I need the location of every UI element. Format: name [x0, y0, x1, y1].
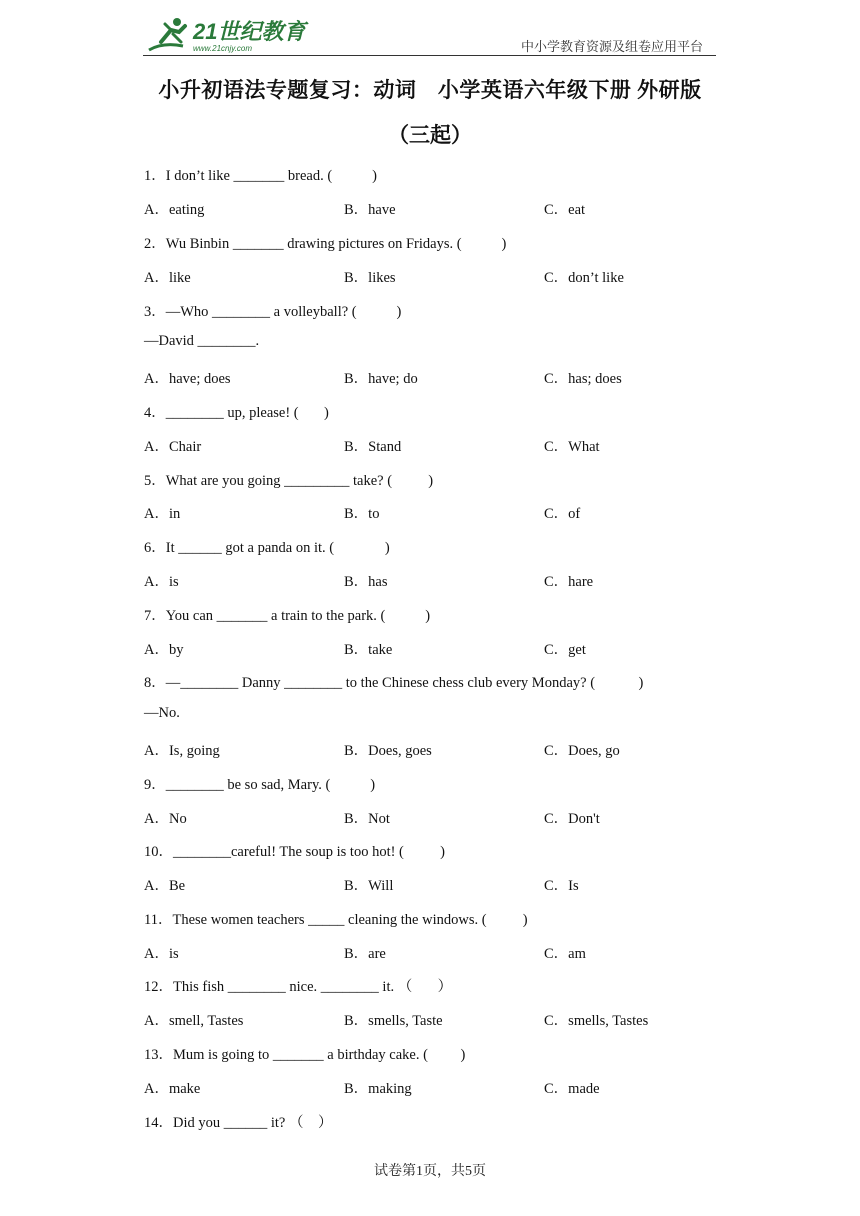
question-3: 3．—Who ________ a volleyball? ( ) [144, 304, 402, 320]
q5-option-b: B．to [344, 506, 380, 522]
q9-option-a: A．No [144, 811, 187, 827]
question-2: 2．Wu Binbin _______ drawing pictures on Fridays. ( ) [144, 236, 507, 252]
header-platform-text: 中小学教育资源及组卷应用平台 [520, 39, 703, 54]
q1-option-c: C．eat [544, 202, 586, 218]
q6-option-b: B．has [344, 574, 388, 590]
question-9: 9．________ be so sad, Mary. ( ) [144, 777, 376, 793]
q2-option-a: A．like [144, 270, 191, 286]
q5-option-c: C．of [544, 506, 581, 522]
question-14: 14．Did you ______ it? （ ） [144, 1115, 333, 1131]
q10-option-a: A．Be [144, 878, 186, 894]
q6-option-c: C．hare [544, 574, 594, 590]
q1-option-a: A．eating [144, 202, 205, 218]
q8-option-c: C．Does, go [544, 743, 620, 759]
q3-option-c: C．has; does [544, 371, 622, 387]
q13-option-a: A．make [144, 1081, 201, 1097]
q7-option-b: B．take [344, 642, 393, 658]
logo-url-text: www.21cnjy.com [193, 44, 252, 53]
q10-option-b: B．Will [344, 878, 394, 894]
question-10: 10．________careful! The soup is too hot! ( ) [144, 844, 445, 860]
q6-option-a: A．is [144, 574, 179, 590]
logo-text: 21世纪教育 [193, 19, 306, 44]
q4-option-a: A．Chair [144, 439, 202, 455]
q8-option-b: B．Does, goes [344, 743, 432, 759]
header-divider [143, 55, 716, 56]
question-12: 12．This fish ________ nice. ________ it. （ ） [144, 979, 453, 995]
q11-option-a: A．is [144, 946, 179, 962]
q2-option-c: C．don’t like [544, 270, 624, 286]
q10-option-c: C．Is [544, 878, 579, 894]
question-8: 8．—________ Danny ________ to the Chinese chess club every Monday? ( ) [144, 675, 644, 691]
q4-option-c: C．What [544, 439, 600, 455]
q9-option-c: C．Don't [544, 811, 600, 827]
q9-option-b: B．Not [344, 811, 390, 827]
question-13: 13．Mum is going to _______ a birthday cake. ( ) [144, 1047, 466, 1063]
q7-option-a: A．by [144, 642, 184, 658]
q3-option-a: A．have; does [144, 371, 231, 387]
question-5: 5．What are you going _________ take? ( ) [144, 473, 434, 489]
q12-option-c: C．smells, Tastes [544, 1013, 649, 1029]
q5-option-a: A．in [144, 506, 181, 522]
page-title-continued: （三起） [388, 123, 472, 147]
question-11: 11．These women teachers _____ cleaning the windows. ( ) [144, 912, 528, 928]
q13-option-c: C．made [544, 1081, 600, 1097]
question-8-reply: —No. [144, 705, 180, 721]
q13-option-b: B．making [344, 1081, 412, 1097]
q12-option-b: B．smells, Taste [344, 1013, 443, 1029]
q2-option-b: B．likes [344, 270, 396, 286]
q11-option-c: C．am [544, 946, 586, 962]
q11-option-b: B．are [344, 946, 386, 962]
q7-option-c: C．get [544, 642, 586, 658]
site-logo [143, 12, 313, 56]
question-3-reply: —David ________. [144, 333, 260, 349]
question-1: 1．I don’t like _______ bread. ( ) [144, 168, 377, 184]
q4-option-b: B．Stand [344, 439, 402, 455]
q8-option-a: A．Is, going [144, 743, 220, 759]
page-footer: 试卷第1页，共5页 [374, 1164, 486, 1179]
runner-logo-icon [143, 12, 313, 56]
page-title: 小升初语法专题复习：动词 小学英语六年级下册 外研版 [158, 78, 702, 102]
q1-option-b: B．have [344, 202, 396, 218]
question-7: 7．You can _______ a train to the park. ( ) [144, 608, 431, 624]
q3-option-b: B．have; do [344, 371, 418, 387]
q12-option-a: A．smell, Tastes [144, 1013, 244, 1029]
question-4: 4．________ up, please! ( ) [144, 405, 329, 421]
question-6: 6．It ______ got a panda on it. ( ) [144, 540, 390, 556]
